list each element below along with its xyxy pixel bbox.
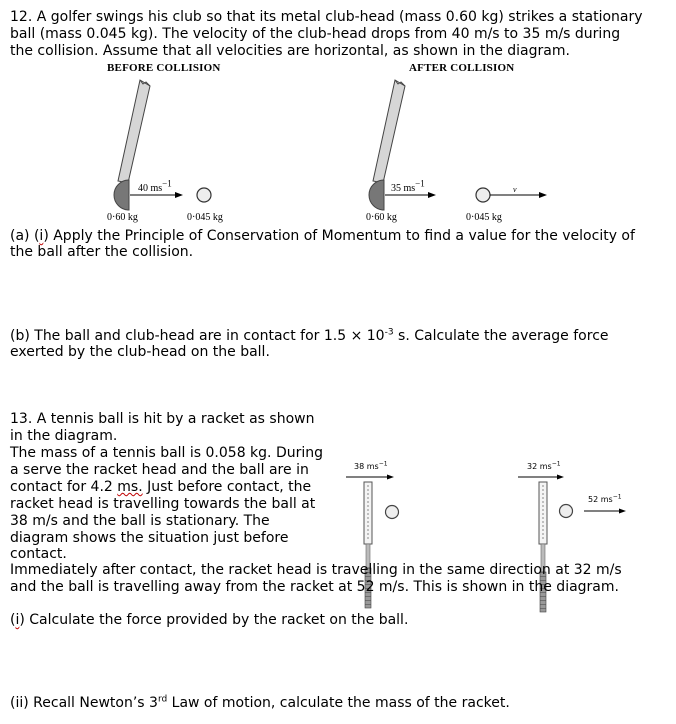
q13-line-6: racket head is travelling towards the ball at [10,496,316,512]
ball-mass-label-before: 0·045 kg [187,212,223,223]
q12-part-b-line-2: exerted by the club-head on the ball. [10,344,270,360]
q13-line-3: The mass of a tennis ball is 0.058 kg. During [10,445,324,461]
before-collision-caption: BEFORE COLLISION [107,62,221,74]
q13-part-ii: (ii) Recall Newton’s 3rd Law of motion, calculate the mass of the racket. [10,694,510,711]
q13-part-i: (i) Calculate the force provided by the racket on the ball. [10,612,409,628]
q13-line-9: contact. [10,546,67,562]
club-velocity-label-before: 40 $ms^{-1}$ [138,178,172,194]
racket-velocity-label-after: 32 $ms^{-1}$ [527,460,561,471]
q12-part-a-line-1: (a) (i) Apply the Principle of Conservation of Momentum to find a value for the velocity of [10,228,635,244]
q12-part-b-line-1: (b) The ball and club-head are in contact for $1.5 \times 10^{-3}$ s. Calculate the average force [10,327,609,344]
after-collision-caption: AFTER COLLISION [409,62,515,74]
q13-line-5: contact for 4.2 ms. Just before contact, the [10,479,312,495]
q13-line-10: Immediately after contact, the racket head is travelling in the same direction at 32 m/s [10,562,622,578]
ball-velocity-symbol: v [513,185,517,194]
ball-mass-label-after: 0·045 kg [466,212,502,223]
racket-velocity-label-before: 38 $ms^{-1}$ [354,460,388,471]
q12-line-1: 12. A golfer swings his club so that its metal club-head (mass 0.60 kg) strikes a stationary [10,9,643,25]
q13-line-2: in the diagram. [10,428,118,444]
club-mass-label-before: 0·60 kg [107,212,138,223]
tennis-ball-after [560,505,573,518]
q12-line-3: the collision. Assume that all velocities are horizontal, as shown in the diagram. [10,43,570,59]
q13-line-1: 13. A tennis ball is hit by a racket as shown [10,411,315,427]
tennis-ball-before [386,506,399,519]
club-mass-label-after: 0·60 kg [366,212,397,223]
q12-part-a-line-2: the ball after the collision. [10,244,194,260]
q13-line-8: diagram shows the situation just before [10,530,289,546]
club-velocity-label-after: 35 $ms^{-1}$ [391,178,425,194]
ball-velocity-label-after: 52 $ms^{-1}$ [588,493,622,504]
q12-line-2: ball (mass 0.045 kg). The velocity of the club-head drops from 40 m/s to 35 m/s during [10,26,621,42]
q13-line-11: and the ball is travelling away from the racket at 52 m/s. This is shown in the diagram. [10,579,619,595]
q13-line-7: 38 m/s and the ball is stationary. The [10,513,270,529]
q13-line-4: a serve the racket head and the ball are in [10,462,309,478]
